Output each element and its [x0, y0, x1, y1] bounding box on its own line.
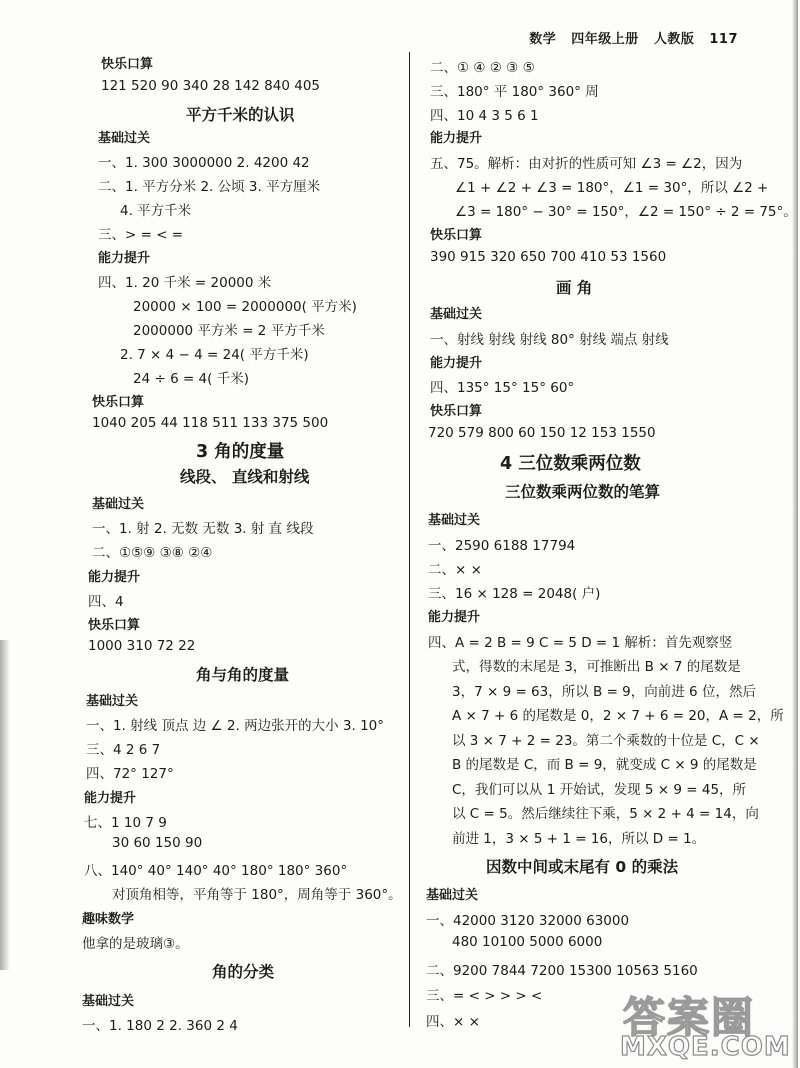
answer-line: 30 60 150 90 — [112, 835, 203, 851]
section-label: 趣味数学 — [82, 912, 135, 927]
section-label: 快乐口算 — [101, 57, 154, 72]
answer-line: 三、4 2 6 7 — [86, 742, 161, 758]
header-edition: 人教版 — [653, 32, 695, 47]
answer-line: 他拿的是玻璃③。 — [82, 936, 189, 952]
answer-line: 二、× × — [428, 562, 482, 578]
answer-line: B 的尾数是 C，而 B = 9，就变成 C × 9 的尾数是 — [452, 757, 757, 773]
section-title: 角的分类 — [212, 963, 275, 981]
section-title: 角与角的度量 — [196, 666, 290, 684]
answer-line: 五、75。解析：由对折的性质可知 ∠3 = ∠2，因为 — [430, 156, 743, 172]
section-title: 画 角 — [556, 279, 593, 297]
answer-line: 1000 310 72 22 — [88, 638, 196, 654]
answer-line: 3，7 × 9 = 63，所以 B = 9，向前进 6 位，然后 — [452, 684, 756, 700]
section-label: 快乐口算 — [92, 395, 145, 410]
answer-line: 三、> = < = — [98, 227, 184, 243]
answer-line: 以 3 × 7 + 2 = 23。第二个乘数的十位是 C，C × — [452, 733, 760, 749]
header-subject: 数学 — [529, 32, 557, 47]
answer-line: 二、1. 平方分米 2. 公顷 3. 平方厘米 — [98, 179, 321, 195]
answer-line: 四、4 — [88, 594, 124, 610]
section-title: 线段、 直线和射线 — [180, 468, 310, 486]
answer-line: 一、1. 180 2 2. 360 2 4 — [82, 1018, 238, 1034]
answer-line: 480 10100 5000 6000 — [452, 934, 603, 950]
chapter-title: 4 三位数乘两位数 — [500, 454, 641, 474]
answer-line: 四、× × — [426, 1014, 480, 1030]
section-label: 快乐口算 — [430, 404, 483, 419]
answer-line: C，我们可以从 1 开始试，发现 5 × 9 = 45，所 — [452, 782, 747, 798]
answer-line: 一、1. 射线 顶点 边 ∠ 2. 两边张开的大小 3. 10° — [86, 718, 385, 734]
section-label: 能力提升 — [84, 791, 137, 806]
answer-line: 一、射线 射线 射线 80° 射线 端点 射线 — [430, 332, 669, 348]
answer-line: 720 579 800 60 150 12 153 1550 — [428, 425, 656, 441]
section-label: 能力提升 — [430, 356, 483, 371]
section-label: 基础过关 — [82, 994, 135, 1009]
answer-line: 一、2590 6188 17794 — [428, 538, 576, 554]
answer-line: 2. 7 × 4 − 4 = 24( 平方千米) — [120, 347, 309, 363]
answer-line: 4. 平方千米 — [120, 203, 192, 219]
page-header — [519, 28, 738, 47]
answer-line: 20000 × 100 = 2000000( 平方米) — [133, 299, 357, 315]
section-label: 能力提升 — [430, 131, 483, 146]
section-label: 基础过关 — [92, 497, 145, 512]
watermark-logo-text: 答案圈 — [623, 993, 756, 1042]
answer-line: 八、140° 40° 140° 40° 180° 180° 360° — [84, 863, 348, 879]
page-number: 117 — [709, 32, 738, 47]
answer-line: 二、①⑤⑨ ③⑧ ②④ — [92, 545, 213, 561]
answer-line: 对顶角相等，平角等于 180°，周角等于 360°。 — [112, 887, 402, 903]
answer-line: 四、135° 15° 15° 60° — [430, 380, 575, 396]
section-title: 因数中间或末尾有 0 的乘法 — [486, 858, 679, 876]
answer-line: 二、① ④ ② ③ ⑤ — [430, 60, 535, 76]
answer-line: A × 7 + 6 的尾数是 0，2 × 7 + 6 = 20，A = 2，所 — [452, 708, 784, 724]
section-label: 能力提升 — [98, 251, 151, 266]
answer-line: 121 520 90 340 28 142 840 405 — [101, 78, 320, 94]
answer-line: ∠3 = 180° − 30° = 150°，∠2 = 150° ÷ 2 = 75°。 — [455, 204, 797, 220]
section-label: 能力提升 — [428, 610, 481, 625]
answer-line: 四、1. 20 千米 = 20000 米 — [98, 275, 272, 291]
column-divider — [409, 52, 410, 1027]
answer-line: 以 C = 5。然后继续往下乘，5 × 2 + 4 = 14，向 — [452, 806, 759, 822]
section-title: 平方千米的认识 — [186, 106, 295, 124]
section-label: 基础过关 — [426, 888, 479, 903]
section-label: 基础过关 — [86, 694, 139, 709]
answer-line: 三、= < > > > < — [426, 988, 543, 1004]
answer-line: 四、A = 2 B = 9 C = 5 D = 1 解析：首先观察竖 — [428, 635, 733, 651]
binding-shadow — [0, 640, 10, 970]
watermark-url: MXQE.COM — [620, 1032, 791, 1062]
section-label: 基础过关 — [428, 513, 481, 528]
section-title: 三位数乘两位数的笔算 — [505, 483, 661, 501]
section-label: 基础过关 — [98, 131, 151, 146]
section-label: 快乐口算 — [88, 618, 141, 633]
answer-line: 24 ÷ 6 = 4( 千米) — [133, 371, 249, 387]
answer-line: 一、1. 射 2. 无数 无数 3. 射 直 线段 — [92, 521, 314, 537]
answer-line: 2000000 平方米 = 2 平方千米 — [133, 323, 325, 339]
section-label: 快乐口算 — [430, 228, 483, 243]
answer-line: ∠1 + ∠2 + ∠3 = 180°，∠1 = 30°，所以 ∠2 + — [455, 180, 769, 196]
answer-line: 一、42000 3120 32000 63000 — [426, 913, 630, 929]
page-edge-shadow — [792, 0, 798, 1068]
answer-line: 390 915 320 650 700 410 53 1560 — [430, 249, 667, 265]
answer-line: 四、72° 127° — [86, 766, 174, 782]
answer-line: 四、10 4 3 5 6 1 — [430, 108, 539, 124]
answer-line: 前进 1，3 × 5 + 1 = 16，所以 D = 1。 — [452, 831, 706, 847]
answer-line: 二、9200 7844 7200 15300 10563 5160 — [426, 963, 698, 979]
answer-line: 式，得数的末尾是 3，可推断出 B × 7 的尾数是 — [452, 659, 741, 675]
answer-line: 三、180° 平 180° 360° 周 — [430, 84, 599, 100]
answer-line: 七、1 10 7 9 — [84, 815, 167, 831]
answer-line: 一、1. 300 3000000 2. 4200 42 — [98, 155, 310, 171]
chapter-title: 3 角的度量 — [196, 442, 285, 462]
section-label: 能力提升 — [88, 570, 141, 585]
answer-line: 1040 205 44 118 511 133 375 500 — [92, 415, 329, 431]
answer-line: 三、16 × 128 = 2048( 户) — [428, 586, 601, 602]
section-label: 基础过关 — [430, 307, 483, 322]
header-grade: 四年级上册 — [571, 32, 639, 47]
